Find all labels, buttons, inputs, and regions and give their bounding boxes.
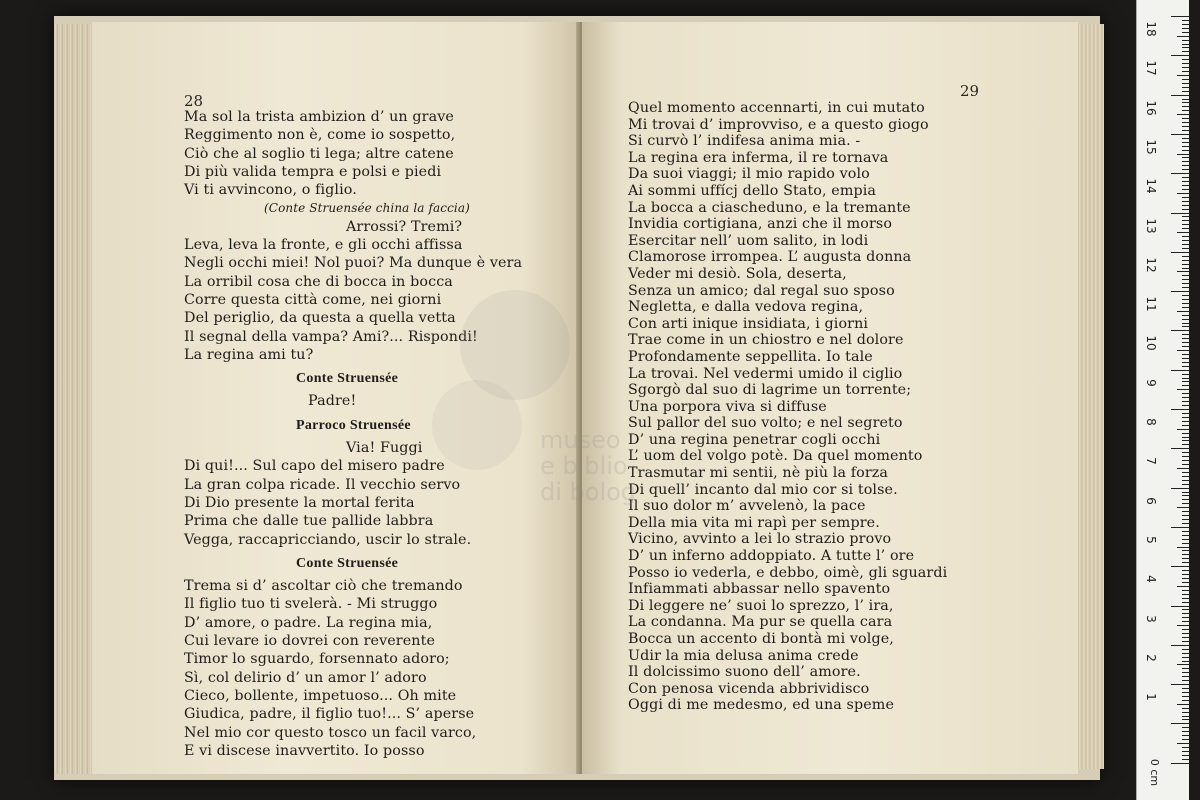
ruler-tick xyxy=(1182,519,1189,520)
watermark-line: e biblio xyxy=(540,452,628,480)
ruler-tick xyxy=(1182,287,1189,288)
ruler-tick xyxy=(1177,271,1189,272)
ruler-tick xyxy=(1182,189,1189,190)
verse-line: Della mia vita mi rapì per sempre. xyxy=(628,514,880,531)
ruler-tick xyxy=(1182,739,1189,740)
left-page-number: 28 xyxy=(184,92,204,110)
ruler-tick xyxy=(1182,672,1189,673)
ruler-tick xyxy=(1177,468,1189,469)
ruler-number: 11 xyxy=(1144,296,1158,312)
verse-line: Di più valida tempra e polsi e piedi xyxy=(184,163,442,180)
ruler-tick xyxy=(1182,197,1189,198)
ruler-tick xyxy=(1177,114,1189,115)
ruler-tick xyxy=(1182,759,1189,760)
ruler-tick xyxy=(1182,32,1189,33)
ruler-tick xyxy=(1182,130,1189,131)
ruler-tick xyxy=(1177,743,1189,744)
ruler-tick xyxy=(1182,358,1189,359)
ruler-tick xyxy=(1182,437,1189,438)
verse-line: Invidia cortigiana, anzi che il morso xyxy=(628,216,893,233)
verse-line: Oggi di me medesmo, ed una speme xyxy=(628,697,895,714)
verse-line: Con arti inique insidiata, i giorni xyxy=(628,315,869,332)
ruler-unit-label: 0 cm xyxy=(1148,758,1162,787)
ruler-tick xyxy=(1182,413,1189,414)
ruler-tick xyxy=(1182,63,1189,64)
ruler-tick xyxy=(1182,205,1189,206)
ruler-tick xyxy=(1182,118,1189,119)
ruler-tick xyxy=(1182,24,1189,25)
ruler-tick xyxy=(1171,566,1189,567)
verse-line: Ciò che al soglio ti lega; altre catene xyxy=(184,145,454,162)
ruler-tick xyxy=(1182,712,1189,713)
ruler-tick xyxy=(1171,95,1189,96)
ruler-tick xyxy=(1182,99,1189,100)
ruler-tick xyxy=(1182,421,1189,422)
ruler-tick xyxy=(1171,723,1189,724)
ruler-tick xyxy=(1182,248,1189,249)
verse-line: Padre! xyxy=(308,393,357,410)
ruler-tick xyxy=(1182,374,1189,375)
ruler-tick xyxy=(1182,594,1189,595)
ruler-tick xyxy=(1182,484,1189,485)
ruler-number: 14 xyxy=(1144,178,1158,194)
verse-line: Negletta, e dalla vedova regina, xyxy=(628,299,864,316)
ruler-tick xyxy=(1182,716,1189,717)
ruler-tick xyxy=(1182,495,1189,496)
right-page-edges xyxy=(1076,24,1104,769)
ruler-tick xyxy=(1177,625,1189,626)
ruler-tick xyxy=(1171,252,1189,253)
ruler-tick xyxy=(1182,637,1189,638)
ruler-tick xyxy=(1171,173,1189,174)
ruler-tick xyxy=(1182,582,1189,583)
verse-line: Negli occhi miei! Nol puoi? Ma dunque è vera xyxy=(184,255,523,272)
verse-line: Con penosa vicenda abbrividisco xyxy=(628,680,870,697)
ruler-tick xyxy=(1182,727,1189,728)
verse-line: Il suo dolor m’ avvelenò, la pace xyxy=(628,498,866,515)
ruler-tick xyxy=(1177,36,1189,37)
verse-line: E vi discese inavvertito. Io posso xyxy=(184,742,425,759)
ruler-tick xyxy=(1177,193,1189,194)
ruler-tick xyxy=(1182,472,1189,473)
ruler-tick xyxy=(1182,417,1189,418)
ruler-tick xyxy=(1182,633,1189,634)
ruler-tick xyxy=(1182,641,1189,642)
ruler-tick xyxy=(1182,719,1189,720)
ruler-tick xyxy=(1182,433,1189,434)
ruler-tick xyxy=(1182,590,1189,591)
ruler-tick xyxy=(1182,366,1189,367)
verse-line: Mi trovai d’ improvviso, e a questo giogo xyxy=(628,116,929,133)
ruler-tick xyxy=(1182,83,1189,84)
ruler-tick xyxy=(1182,492,1189,493)
watermark-line: museo xyxy=(540,426,621,454)
watermark-line: di bolog xyxy=(540,478,637,506)
ruler-tick xyxy=(1182,617,1189,618)
ruler-tick xyxy=(1182,747,1189,748)
ruler-number: 5 xyxy=(1144,536,1158,544)
ruler-tick xyxy=(1182,676,1189,677)
ruler-number: 4 xyxy=(1144,575,1158,583)
ruler-tick xyxy=(1182,28,1189,29)
ruler-tick xyxy=(1182,177,1189,178)
ruler-tick xyxy=(1182,452,1189,453)
verse-line: Timor lo sguardo, forsennato adoro; xyxy=(184,651,450,668)
ruler-tick xyxy=(1177,507,1189,508)
verse-line: La regina ami tu? xyxy=(184,346,314,363)
ruler-tick xyxy=(1171,527,1189,528)
verse-line: Trae come in un chiostro e nel dolore xyxy=(628,332,904,349)
ruler-tick xyxy=(1182,735,1189,736)
verse-line: Leva, leva la fronte, e gli occhi affissa xyxy=(184,237,463,254)
ruler-tick xyxy=(1182,550,1189,551)
speaker-heading: Parroco Struensée xyxy=(296,417,411,433)
verse-line: Sì, col delirio d’ un amor l’ adoro xyxy=(184,669,427,686)
ruler-tick xyxy=(1182,460,1189,461)
verse-line: Udir la mia delusa anima crede xyxy=(628,647,859,664)
verse-line: La gran colpa ricade. Il vecchio servo xyxy=(184,476,461,493)
verse-line: Profondamente seppellita. Io tale xyxy=(628,348,873,365)
verse-line: Trasmutar mi sentii, nè più la forza xyxy=(628,465,889,482)
ruler-tick xyxy=(1182,661,1189,662)
verse-line: Di Dio presente la mortal ferita xyxy=(184,494,415,511)
ruler-tick xyxy=(1182,275,1189,276)
ruler-tick xyxy=(1182,106,1189,107)
ruler-tick xyxy=(1171,448,1189,449)
ruler-tick xyxy=(1182,51,1189,52)
ruler-tick xyxy=(1182,578,1189,579)
ruler-tick xyxy=(1182,378,1189,379)
ruler-number: 3 xyxy=(1144,614,1158,623)
ruler-tick xyxy=(1177,389,1189,390)
ruler-tick xyxy=(1182,47,1189,48)
ruler-tick xyxy=(1182,405,1189,406)
verse-line: Nel mio cor questo tosco un facil varco, xyxy=(184,724,477,741)
verse-line: Posso io vederla, e debbo, oimè, gli sguardi xyxy=(628,564,948,581)
ruler-tick xyxy=(1182,731,1189,732)
ruler-tick xyxy=(1182,79,1189,80)
ruler-tick xyxy=(1182,751,1189,752)
ruler-tick xyxy=(1171,370,1189,371)
ruler-tick xyxy=(1171,213,1189,214)
ruler-tick xyxy=(1182,464,1189,465)
ruler-tick xyxy=(1177,664,1189,665)
ruler-number: 18 xyxy=(1144,21,1158,37)
ruler-tick xyxy=(1182,323,1189,324)
ruler-tick xyxy=(1182,397,1189,398)
stage-direction: (Conte Struensée china la faccia) xyxy=(264,201,470,216)
ruler-tick xyxy=(1182,613,1189,614)
ruler-tick xyxy=(1182,319,1189,320)
speaker-heading: Conte Struensée xyxy=(296,555,399,571)
ruler-tick xyxy=(1182,157,1189,158)
right-page-number: 29 xyxy=(960,82,980,100)
ruler-tick xyxy=(1182,44,1189,45)
ruler-tick xyxy=(1182,598,1189,599)
ruler-tick xyxy=(1182,425,1189,426)
ruler-number: 17 xyxy=(1144,60,1158,76)
ruler-tick xyxy=(1182,362,1189,363)
ruler-tick xyxy=(1182,531,1189,532)
ruler-tick xyxy=(1182,609,1189,610)
ruler-tick xyxy=(1182,480,1189,481)
ruler-tick xyxy=(1182,401,1189,402)
ruler-tick xyxy=(1182,342,1189,343)
left-page-text xyxy=(184,108,522,760)
ruler-tick xyxy=(1182,244,1189,245)
ruler-tick xyxy=(1182,209,1189,210)
ruler-tick xyxy=(1182,499,1189,500)
verse-line: D’ un inferno addoppiato. A tutte l’ ore xyxy=(628,548,915,565)
ruler-tick xyxy=(1182,20,1189,21)
ruler-tick xyxy=(1182,680,1189,681)
ruler-tick xyxy=(1182,668,1189,669)
ruler-number: 13 xyxy=(1144,217,1158,234)
ruler-tick xyxy=(1182,334,1189,335)
ruler-tick xyxy=(1182,228,1189,229)
ruler-tick xyxy=(1177,350,1189,351)
speaker-heading: Conte Struensée xyxy=(296,371,399,387)
verse-line: La orribil cosa che di bocca in bocca xyxy=(184,273,453,290)
verse-line: Da suoi viaggi; il mio rapido volo xyxy=(628,166,870,183)
ruler-tick xyxy=(1182,110,1189,111)
verse-line: Arrossi? Tremi? xyxy=(346,218,463,235)
ruler-number: 7 xyxy=(1144,457,1158,466)
right-page-text xyxy=(628,100,947,714)
ruler-tick xyxy=(1171,134,1189,135)
ruler-tick xyxy=(1182,511,1189,512)
ruler-tick xyxy=(1182,146,1189,147)
ruler-tick xyxy=(1171,409,1189,410)
verse-line: Quel momento accennarti, in cui mutato xyxy=(628,100,925,116)
verse-line: Sul pallor del suo volto; e nel segreto xyxy=(628,415,903,432)
ruler-tick xyxy=(1182,240,1189,241)
ruler-number: 12 xyxy=(1144,257,1158,273)
measurement-ruler xyxy=(1136,0,1189,800)
ruler-tick xyxy=(1182,354,1189,355)
ruler-tick xyxy=(1171,16,1189,17)
ruler-tick xyxy=(1182,700,1189,701)
ruler-tick xyxy=(1182,649,1189,650)
ruler-tick xyxy=(1182,602,1189,603)
ruler-tick xyxy=(1182,688,1189,689)
verse-line: La regina era inferma, il re tornava xyxy=(628,149,889,166)
verse-line: Prima che dalle tue pallide labbra xyxy=(184,513,434,530)
ruler-tick xyxy=(1182,260,1189,261)
ruler-tick xyxy=(1182,91,1189,92)
verse-line: Bocca un accento di bontà mi volge, xyxy=(628,631,894,647)
verse-line: Cui levare io dovrei con reverente xyxy=(184,633,436,650)
ruler-tick xyxy=(1182,185,1189,186)
ruler-tick xyxy=(1182,236,1189,237)
ruler-tick xyxy=(1182,303,1189,304)
ruler-tick xyxy=(1182,338,1189,339)
ruler-tick xyxy=(1182,307,1189,308)
ruler-tick xyxy=(1182,165,1189,166)
ruler-tick xyxy=(1177,429,1189,430)
verse-line: Di quell’ incanto dal mio cor si tolse. xyxy=(628,481,898,498)
ruler-tick xyxy=(1182,456,1189,457)
ruler-tick xyxy=(1177,75,1189,76)
ruler-tick xyxy=(1182,346,1189,347)
ruler-tick xyxy=(1182,102,1189,103)
ruler-tick xyxy=(1177,547,1189,548)
ruler-tick xyxy=(1182,708,1189,709)
verse-line: Di leggere ne’ suoi lo sprezzo, l’ ira, xyxy=(628,597,894,614)
ruler-tick xyxy=(1182,696,1189,697)
ruler-tick xyxy=(1182,523,1189,524)
verse-line: Trema si d’ ascoltar ciò che tremando xyxy=(184,578,463,595)
ruler-tick xyxy=(1171,606,1189,607)
verse-line: D’ amore, o padre. La regina mia, xyxy=(184,614,433,631)
verse-line: Sgorgò dal suo di lagrime un torrente; xyxy=(628,382,912,399)
verse-line: Vicino, avvinto a lei lo strazio provo xyxy=(628,531,892,548)
verse-line: Via! Fuggi xyxy=(346,440,423,457)
ruler-tick xyxy=(1182,138,1189,139)
ruler-number: 8 xyxy=(1144,418,1158,426)
ruler-tick xyxy=(1182,224,1189,225)
verse-line: Giudica, padre, il figlio tuo!... S’ aperse xyxy=(184,706,475,723)
ruler-tick xyxy=(1182,126,1189,127)
left-page-edges xyxy=(54,24,96,774)
ruler-number: 2 xyxy=(1144,653,1158,662)
ruler-tick xyxy=(1182,503,1189,504)
ruler-tick xyxy=(1177,232,1189,233)
ruler-tick xyxy=(1182,169,1189,170)
verse-line: Vegga, raccapricciando, uscir lo strale. xyxy=(184,531,472,548)
ruler-tick xyxy=(1171,291,1189,292)
ruler-tick xyxy=(1182,385,1189,386)
ruler-tick xyxy=(1182,574,1189,575)
verse-line: Di qui!... Sul capo del misero padre xyxy=(184,458,445,475)
verse-line: Del periglio, da questa a quella vetta xyxy=(184,310,456,327)
verse-line: L’ uom del volgo potè. Da quel momento xyxy=(628,448,923,465)
ruler-tick xyxy=(1182,315,1189,316)
verse-line: D’ una regina penetrar cogli occhi xyxy=(628,431,881,448)
ruler-tick xyxy=(1171,330,1189,331)
verse-line: Si curvò l’ indifesa anima mia. - xyxy=(628,133,861,150)
verse-line: Vi ti avvincono, o figlio. xyxy=(184,182,357,199)
verse-line: Corre questa città come, nei giorni xyxy=(184,291,442,308)
ruler-tick xyxy=(1182,67,1189,68)
ruler-tick xyxy=(1182,393,1189,394)
verse-line: Reggimento non è, come io sospetto, xyxy=(184,127,456,144)
ruler-tick xyxy=(1182,122,1189,123)
ruler-tick xyxy=(1171,645,1189,646)
ruler-tick xyxy=(1182,279,1189,280)
ruler-number: 15 xyxy=(1144,139,1158,155)
ruler-tick xyxy=(1171,684,1189,685)
ruler-number: 16 xyxy=(1144,99,1158,116)
ruler-tick xyxy=(1182,440,1189,441)
ruler-tick xyxy=(1182,554,1189,555)
ruler-tick xyxy=(1182,295,1189,296)
ruler-tick xyxy=(1182,216,1189,217)
verse-line: Senza un amico; dal regal suo sposo xyxy=(628,282,895,299)
verse-line: Esercitar nell’ uom salito, in lodi xyxy=(628,232,869,249)
ruler-tick xyxy=(1182,476,1189,477)
ruler-number: 9 xyxy=(1144,378,1158,387)
ruler-tick xyxy=(1182,653,1189,654)
ruler-tick xyxy=(1182,264,1189,265)
ruler-tick xyxy=(1182,657,1189,658)
ruler-tick xyxy=(1177,154,1189,155)
ruler-tick xyxy=(1182,40,1189,41)
ruler-tick xyxy=(1182,87,1189,88)
ruler-tick xyxy=(1182,535,1189,536)
ruler-tick xyxy=(1182,201,1189,202)
ruler-tick xyxy=(1182,59,1189,60)
ruler-tick xyxy=(1182,621,1189,622)
ruler-number: 10 xyxy=(1144,335,1158,352)
verse-line: Ai sommi uffícj dello Stato, empia xyxy=(628,182,877,199)
ruler-tick xyxy=(1182,161,1189,162)
ruler-tick xyxy=(1177,704,1189,705)
ruler-tick xyxy=(1177,311,1189,312)
ruler-tick xyxy=(1177,586,1189,587)
verse-line: Il segnal della vampa? Ami?... Rispondi! xyxy=(184,328,478,345)
ruler-tick xyxy=(1182,562,1189,563)
ruler-tick xyxy=(1182,543,1189,544)
ruler-tick xyxy=(1182,444,1189,445)
ruler-tick xyxy=(1182,142,1189,143)
verse-line: Il figlio tuo ti svelerà. - Mi struggo xyxy=(184,596,438,613)
ruler-tick xyxy=(1182,71,1189,72)
verse-line: Infiammati abbassar nello spavento xyxy=(628,581,891,598)
ruler-tick xyxy=(1182,256,1189,257)
verse-line: La bocca a ciascheduno, e la tremante xyxy=(628,199,911,216)
verse-line: La condanna. Ma pur se quella cara xyxy=(628,614,893,631)
ruler-tick xyxy=(1182,558,1189,559)
verse-line: Clamorose irrompea. L’ augusta donna xyxy=(628,249,912,266)
ruler-tick xyxy=(1182,283,1189,284)
ruler-number: 6 xyxy=(1144,496,1158,505)
ruler-tick xyxy=(1182,515,1189,516)
ruler-tick xyxy=(1182,692,1189,693)
ruler-tick xyxy=(1182,570,1189,571)
ruler-tick xyxy=(1171,488,1189,489)
ruler-tick xyxy=(1182,539,1189,540)
ruler-tick xyxy=(1182,299,1189,300)
ruler-tick xyxy=(1182,755,1189,756)
verse-line: Cieco, bollente, impetuoso... Oh mite xyxy=(184,687,457,704)
ruler-tick xyxy=(1171,763,1189,764)
ruler-tick xyxy=(1182,629,1189,630)
verse-line: La trovai. Nel vedermi umido il ciglio xyxy=(628,365,903,382)
ruler-tick xyxy=(1182,268,1189,269)
ruler-tick xyxy=(1182,181,1189,182)
ruler-tick xyxy=(1182,150,1189,151)
ruler-number: 1 xyxy=(1144,693,1158,701)
ruler-tick xyxy=(1182,326,1189,327)
ruler-tick xyxy=(1182,220,1189,221)
verse-line: Ma sol la trista ambizion d’ un grave xyxy=(184,109,454,125)
verse-line: Veder mi desiò. Sola, deserta, xyxy=(628,265,847,282)
ruler-tick xyxy=(1171,55,1189,56)
right-page xyxy=(582,22,1078,774)
ruler-tick xyxy=(1182,381,1189,382)
left-page xyxy=(92,22,580,774)
verse-line: Una porpora viva si diffuse xyxy=(628,398,827,415)
verse-line: Il dolcissimo suono dell’ amore. xyxy=(628,664,861,681)
